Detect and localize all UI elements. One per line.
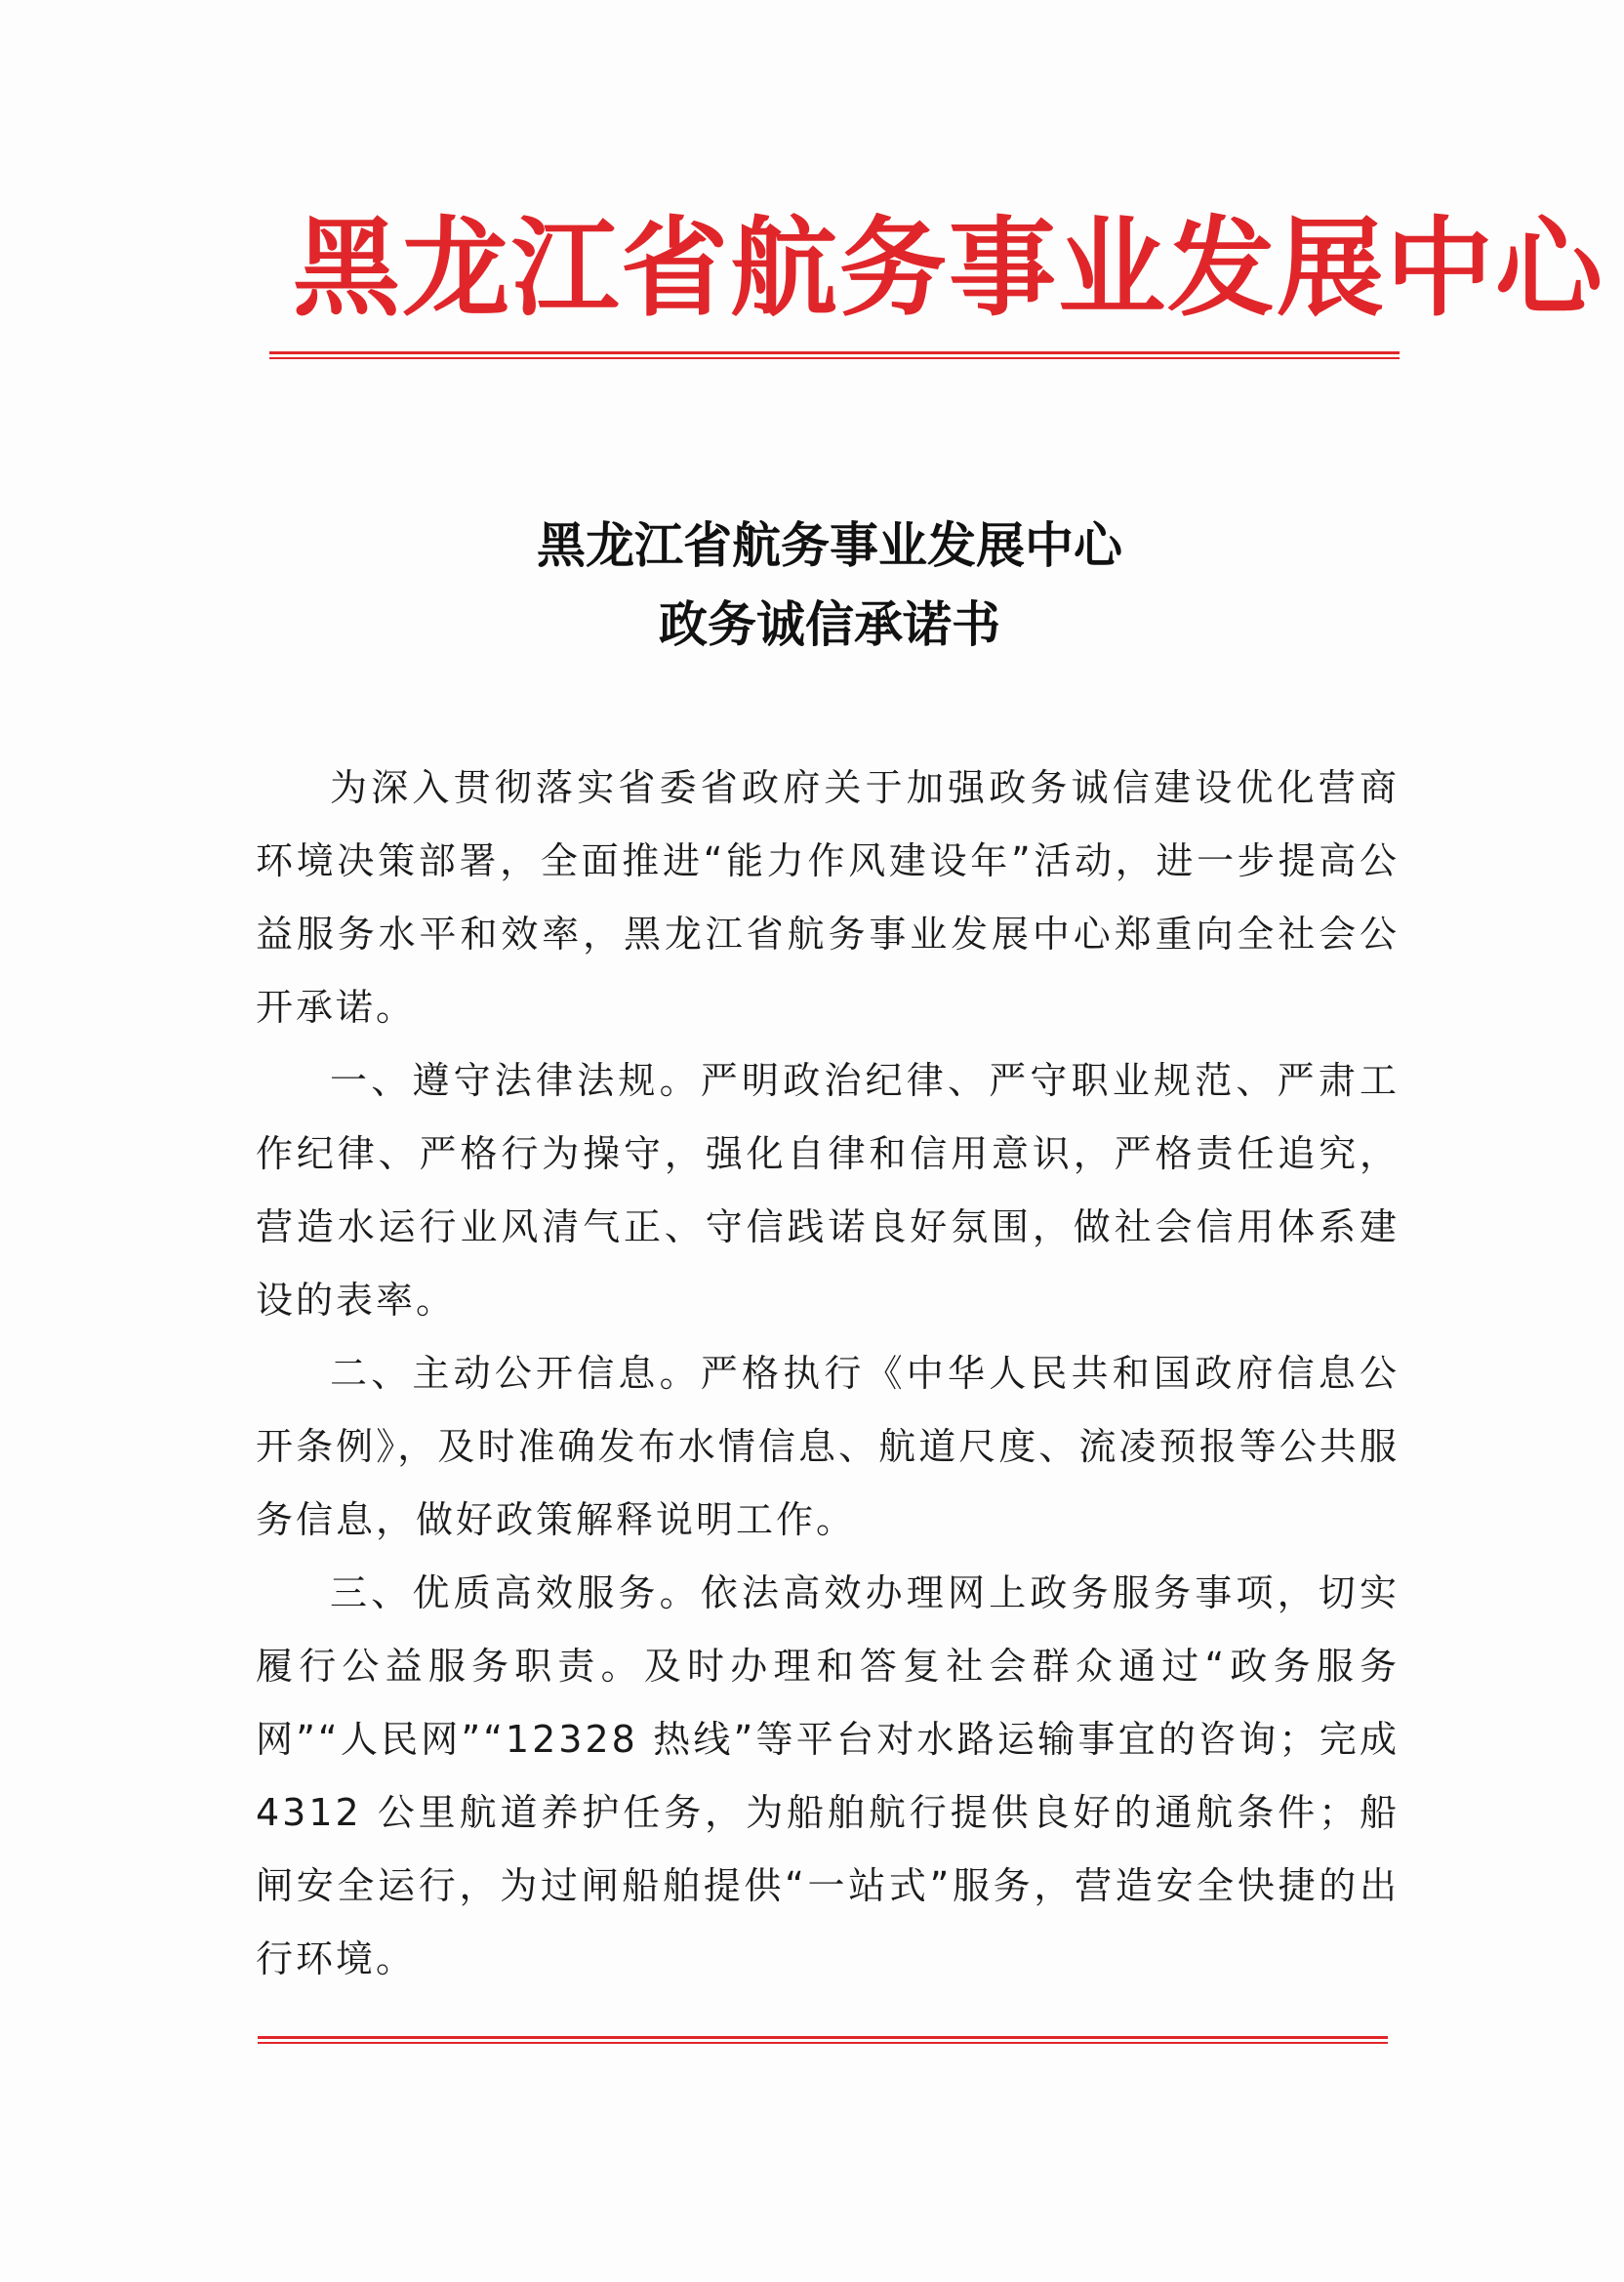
document-title-line-2: 政务诚信承诺书: [659, 595, 1000, 653]
document-body: [256, 752, 1400, 1996]
document-title-line-1: 黑龙江省航务事业发展中心: [537, 516, 1122, 574]
paragraph-item-3: 三、优质高效服务。依法高效办理网上政务服务事项，切实履行公益服务职责。及时办理和答复社会群众通过“政务服务网”“人民网”“12328 热线”等平台对水路运输事宜的咨询；完成 4312 公里航道养护任务，为船舶航行提供良好的通航条件；船闸安全运行，为过闸船舶提供“一站式”服务，营造安全快捷的出行环境。: [256, 1571, 1400, 1980]
paragraph-item-2: 二、主动公开信息。严格执行《中华人民共和国政府信息公开条例》，及时准确发布水情信息、航道尺度、流凌预报等公共服务信息，做好政策解释说明工作。: [256, 1352, 1400, 1541]
footer-red-rule: [258, 2036, 1388, 2046]
letterhead-title: 黑龙江省航务事业发展中心: [293, 205, 1604, 331]
paragraph-item-1: 一、遵守法律法规。严明政治纪律、严守职业规范、严肃工作纪律、严格行为操守，强化自律和信用意识，严格责任追究，营造水运行业风清气正、守信践诺良好氛围，做社会信用体系建设的表率。: [256, 1059, 1400, 1322]
letterhead-red-rule: [269, 351, 1400, 361]
paragraph-intro: 为深入贯彻落实省委省政府关于加强政务诚信建设优化营商环境决策部署，全面推进“能力作风建设年”活动，进一步提高公益服务水平和效率，黑龙江省航务事业发展中心郑重向全社会公开承诺。: [256, 766, 1400, 1029]
